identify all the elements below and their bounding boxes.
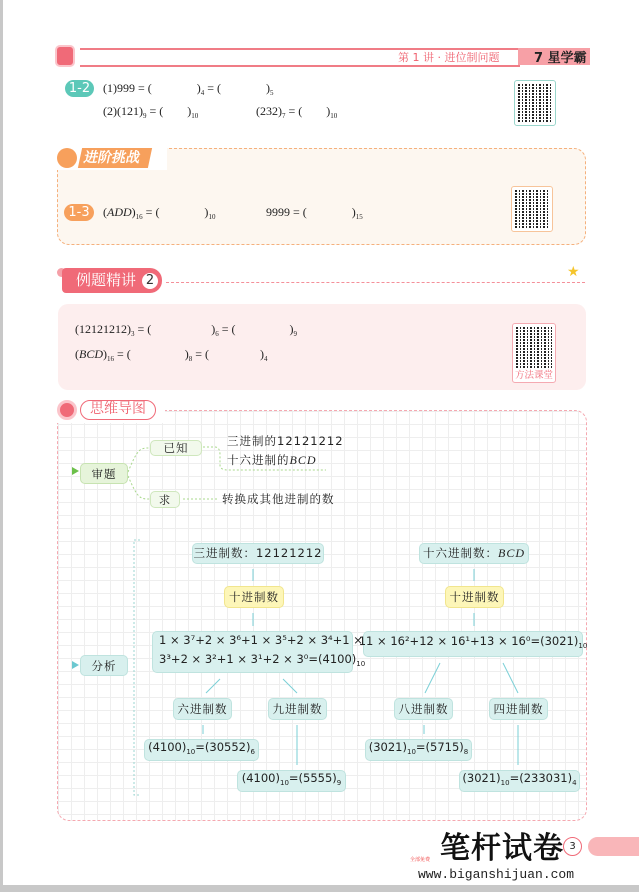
node-yizhi: 已知 bbox=[150, 440, 202, 456]
right-top-text: 十六进制数： bbox=[423, 546, 498, 560]
subscript: 8 bbox=[188, 355, 193, 363]
text: 9999 = ( ) bbox=[266, 205, 356, 219]
qr-caption: 方法课堂 bbox=[515, 370, 554, 381]
page-tab bbox=[588, 837, 639, 856]
node-left-top: 三进制数：12121212 bbox=[192, 543, 324, 564]
text: = ( ) bbox=[192, 347, 265, 361]
math-text bbox=[159, 652, 365, 666]
brand-name: 7 星学霸 bbox=[534, 51, 587, 66]
text: (1)999 = ( ) bbox=[103, 81, 201, 95]
subscript: 9 bbox=[142, 112, 147, 120]
watermark-url: www.biganshijuan.com bbox=[418, 867, 575, 882]
node-left-result9 bbox=[237, 770, 346, 792]
node-shenti: 审题 bbox=[80, 463, 128, 484]
text: (4100) bbox=[241, 771, 280, 785]
math-text bbox=[369, 738, 469, 762]
node-qiu: 求 bbox=[150, 491, 180, 508]
text: (4100) bbox=[148, 740, 187, 754]
text: =(30552) bbox=[195, 740, 251, 754]
known-2-var: BCD bbox=[289, 453, 317, 467]
subscript: 5 bbox=[270, 89, 274, 97]
text: (3021) bbox=[462, 771, 501, 785]
text: = ( ) bbox=[142, 205, 209, 219]
known-2 bbox=[227, 453, 317, 467]
example-title: 例题精讲 bbox=[76, 271, 137, 289]
subscript: 10 bbox=[330, 112, 338, 120]
problem-badge-1-2: 1-2 bbox=[65, 80, 94, 97]
problem-badge-1-3: 1-3 bbox=[64, 204, 94, 221]
node-right-formula bbox=[358, 631, 588, 657]
math-text bbox=[242, 769, 342, 793]
node-right-top bbox=[419, 543, 529, 564]
subscript: 10 bbox=[578, 642, 588, 650]
mindmap-title: 思维导图 bbox=[80, 400, 156, 420]
left-formula-line2 bbox=[159, 650, 365, 674]
known-1: 三进制的12121212 bbox=[227, 434, 344, 448]
node-right-decimal: 十进制数 bbox=[445, 586, 504, 608]
subscript: 6 bbox=[215, 330, 219, 338]
subscript: 4 bbox=[572, 779, 577, 787]
node-left-result6 bbox=[144, 739, 259, 761]
subscript: 6 bbox=[250, 748, 255, 756]
subscript: 3 bbox=[131, 330, 135, 338]
right-top-var: BCD bbox=[498, 546, 525, 560]
subscript: 10 bbox=[186, 748, 196, 756]
star-icon: ★ bbox=[567, 264, 580, 280]
text: ) bbox=[131, 205, 136, 219]
goal: 转换成其他进制的数 bbox=[222, 492, 335, 506]
node-left-base6: 六进制数 bbox=[173, 698, 232, 720]
text: = ( ) bbox=[114, 347, 189, 361]
known-2-text: 十六进制的 bbox=[227, 453, 290, 467]
text: 11 × 16²+12 × 16¹+13 × 16⁰=(3021) bbox=[358, 634, 579, 648]
subscript: 8 bbox=[463, 748, 469, 756]
subscript: 10 bbox=[279, 779, 289, 787]
watermark-logo: 笔杆试卷 bbox=[440, 831, 564, 866]
text: = ( ) bbox=[146, 104, 192, 118]
text: = ( ) bbox=[218, 322, 294, 336]
text: 3³+2 × 3²+1 × 3¹+2 × 3⁰=(4100) bbox=[159, 651, 357, 666]
subscript: 16 bbox=[107, 355, 114, 363]
node-left-base9: 九进制数 bbox=[268, 698, 327, 720]
text: ( bbox=[103, 205, 107, 219]
subscript: 9 bbox=[336, 779, 342, 787]
variable: ADD bbox=[107, 205, 132, 219]
math-text bbox=[462, 769, 576, 793]
text: =(5715) bbox=[415, 740, 464, 754]
page-number: 3 bbox=[563, 837, 582, 856]
node-left-formula bbox=[152, 631, 366, 673]
watermark-tag: 全部免费 bbox=[410, 857, 431, 863]
subscript: 10 bbox=[356, 659, 366, 668]
node-fenxi: 分析 bbox=[80, 655, 128, 676]
text: ( bbox=[75, 347, 79, 361]
lecture-title: 第 1 讲 · 进位制问题 bbox=[398, 51, 500, 64]
subscript: 15 bbox=[355, 213, 363, 221]
challenge-title: 进阶挑战 bbox=[78, 148, 152, 168]
variable: BCD bbox=[79, 347, 103, 361]
text: =(5555) bbox=[288, 771, 337, 785]
arrow-marker-icon bbox=[72, 661, 79, 669]
node-right-base4: 四进制数 bbox=[489, 698, 548, 720]
node-left-decimal: 十进制数 bbox=[224, 586, 284, 608]
subscript: 10 bbox=[406, 748, 416, 756]
math-text bbox=[148, 738, 255, 762]
text: = ( ) bbox=[285, 104, 331, 118]
subscript: 7 bbox=[282, 112, 286, 120]
text: = ( ) bbox=[134, 322, 216, 336]
node-right-base8: 八进制数 bbox=[394, 698, 453, 720]
left-formula-line1: 1 × 3⁷+2 × 3⁶+1 × 3⁵+2 × 3⁴+1 × bbox=[159, 632, 363, 647]
subscript: 4 bbox=[200, 89, 205, 97]
text: ) bbox=[103, 347, 107, 361]
subscript: 4 bbox=[264, 355, 268, 363]
text: =(233031) bbox=[509, 771, 573, 785]
subscript: 9 bbox=[293, 330, 298, 338]
text: (232) bbox=[256, 104, 282, 118]
math-text bbox=[359, 632, 588, 656]
subscript: 16 bbox=[135, 213, 143, 221]
text: = ( ) bbox=[204, 81, 271, 95]
text: (12121212) bbox=[75, 322, 131, 336]
example-number: 2 bbox=[142, 273, 158, 289]
text: (3021) bbox=[368, 740, 407, 754]
arrow-marker-icon bbox=[72, 467, 79, 475]
text: (2)(121) bbox=[103, 104, 143, 118]
subscript: 10 bbox=[500, 779, 510, 787]
subscript: 10 bbox=[191, 112, 199, 120]
node-right-result8 bbox=[365, 739, 472, 761]
node-right-result4 bbox=[459, 770, 580, 792]
subscript: 10 bbox=[208, 213, 216, 221]
